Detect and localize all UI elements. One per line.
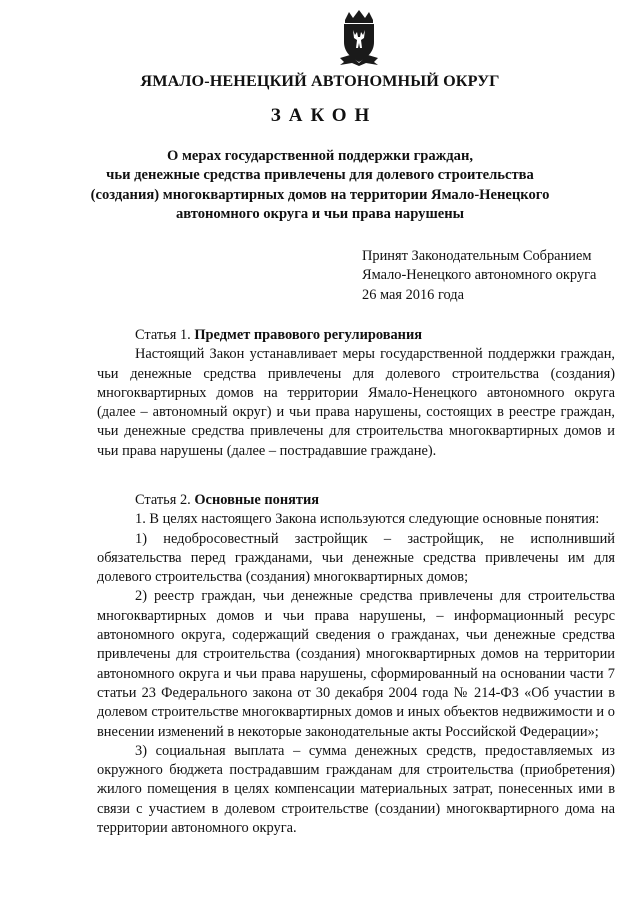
coat-of-arms-icon xyxy=(336,8,382,66)
law-title-line: автономного округа и чьи права нарушены xyxy=(175,206,465,223)
article-paragraph: 2) реестр граждан, чьи денежные средства привлечены для строительства многоквартирных домов и чьи права нарушены, – информационный ресурс автономного округа, содержащий сведения о гражданах, чьи денежные средства привлечены для строительства (создания) многоквартирных домов на территории автономного округа и чьи права нарушены, сформированный на основании части 7 статьи 23 Федерального закона от 30 декабря 2004 года № 214-ФЗ «Об участии в долевом строительстве многоквартирных домов и иных объектов недвижимости и о внесении изменений в некоторые законодательные акты Российской Федерации»; xyxy=(97,588,615,740)
adoption-line: Ямало-Ненецкого автономного округа xyxy=(362,267,597,284)
document-type: ЗАКОН xyxy=(270,105,378,126)
article-title: Предмет правового регулирования xyxy=(194,327,423,343)
region-name: ЯМАЛО-НЕНЕЦКИЙ АВТОНОМНЫЙ ОКРУГ xyxy=(140,72,500,90)
article-1 xyxy=(97,326,615,461)
article-paragraph: Настоящий Закон устанавливает меры государственной поддержки граждан, чьи денежные средства привлечены для долевого строительства (создания) многоквартирных домов на территории Ямало-Ненецкого автономного округа (далее – автономный округ) и чьи права нарушены, состоящих в реестре граждан, чьи денежные средства привлечены для строительства многоквартирных домов и чьи права нарушены (далее – пострадавшие граждане). xyxy=(97,346,615,459)
article-paragraph: 3) социальная выплата – сумма денежных средств, предоставляемых из окружного бюджета пострадавшим гражданам для строительства (приобретения) жилого помещения в целях компенсации материальных затрат, понесенных ими в связи с участием в долевом строительстве (создании) многоквартирного дома на территории автономного округа. xyxy=(97,742,615,837)
article-2 xyxy=(97,491,615,838)
adoption-date: 26 мая 2016 года xyxy=(362,286,465,303)
article-title: Основные понятия xyxy=(194,492,320,508)
law-title-line: чьи денежные средства привлечены для долевого строительства xyxy=(106,167,534,184)
law-title-line: (создания) многоквартирных домов на территории Ямало-Ненецкого xyxy=(90,186,550,203)
article-number: Статья 2. xyxy=(135,492,191,508)
article-paragraph: 1. В целях настоящего Закона используются следующие основные понятия: xyxy=(135,511,600,528)
law-title xyxy=(80,147,560,225)
article-heading xyxy=(97,491,615,510)
law-title-line: О мерах государственной поддержки граждан, xyxy=(166,148,474,164)
article-heading xyxy=(97,326,615,345)
article-paragraph: 1) недобросовестный застройщик – застройщик, не исполнивший обязательства перед гражданами, чьи денежные средства привлечены им для долевого строительства (создания) многоквартирных домов; xyxy=(97,530,615,586)
article-number: Статья 1. xyxy=(135,327,191,343)
adoption-note xyxy=(362,247,596,305)
adoption-line: Принят Законодательным Собранием xyxy=(362,248,592,264)
